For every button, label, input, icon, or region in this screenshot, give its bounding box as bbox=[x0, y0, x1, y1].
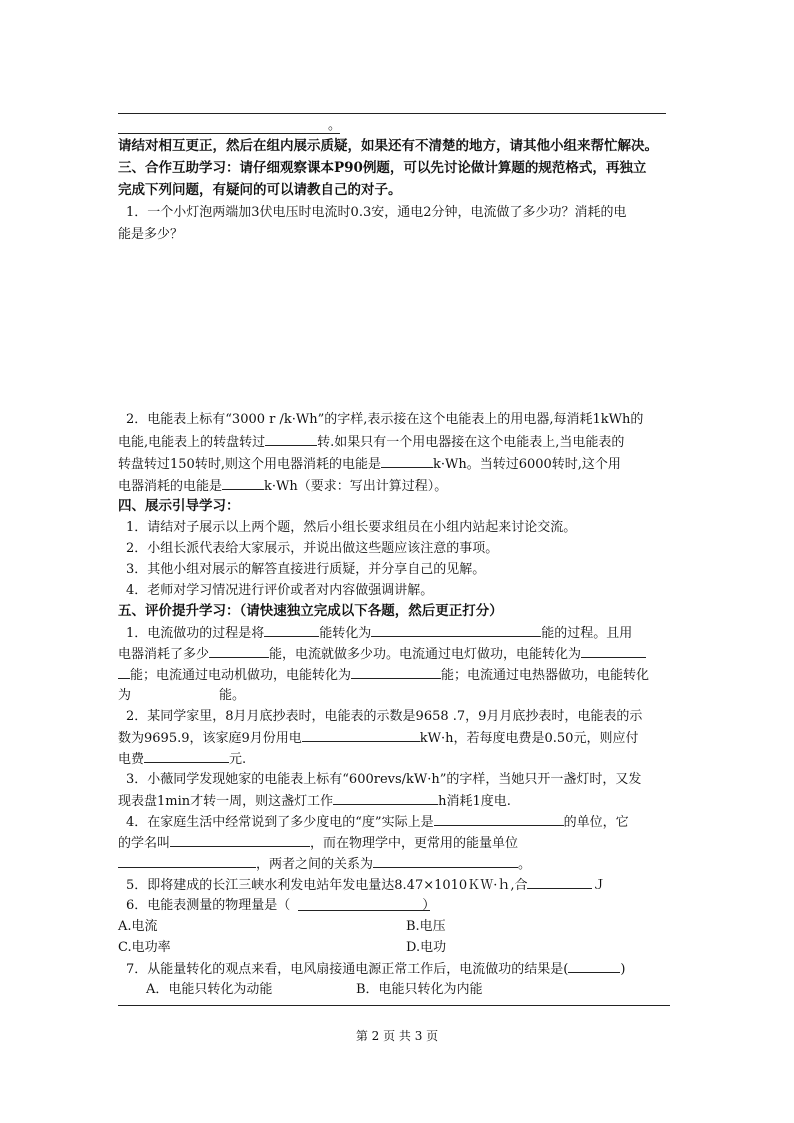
option-d: D.电功 bbox=[406, 940, 447, 955]
s5-question-4-line-2: 的学名叫 ，而在物理学中，更常用的能量单位 bbox=[118, 833, 518, 854]
section-3-heading-cont: 完成下列问题，有疑问的可以请教自己的对子。 bbox=[118, 182, 402, 198]
s5-question-1-line-3: 能；电流通过电动机做功，电能转化为 能；电流通过电热器做功，电能转化 bbox=[118, 665, 649, 686]
s5-question-4-line-3: ，两者之间的关系为 。 bbox=[118, 854, 531, 875]
section-4-item-3: 3．其他小组对展示的解答直接进行质疑，并分享自己的见解。 bbox=[126, 562, 486, 577]
s5-question-1-line-1: 1．电流做功的过程是将 能转化为 能的过程。且用 bbox=[126, 623, 632, 644]
section-4-item-1: 1．请结对子展示以上两个题，然后小组长要求组员在小组内站起来讨论交流。 bbox=[126, 520, 577, 535]
section-4-item-4: 4．老师对学习情况进行评价或者对内容做强调讲解。 bbox=[126, 583, 434, 598]
question-2-line-4: 电器消耗的电能是 k·Wh（要求：写出计算过程）。 bbox=[118, 476, 447, 497]
question-2-line-2: 电能,电能表上的转盘转过 转.如果只有一个用电器接在这个电能表上,当电能表的 bbox=[118, 432, 624, 453]
question-1-line-2: 能是多少？ bbox=[118, 227, 184, 242]
second-answer-line bbox=[118, 133, 340, 134]
footer-rule bbox=[118, 1005, 670, 1006]
s5-question-6-underline bbox=[298, 910, 430, 911]
answer-line-end: 。 bbox=[328, 118, 342, 133]
q7-option-a: A．电能只转化为动能 bbox=[146, 982, 273, 997]
question-2-line-3: 转盘转过150转时,则这个用电器消耗的电能是 k·Wh。当转过6000转时,这个用 bbox=[118, 454, 621, 475]
section-5-heading: 五、评价提升学习：（请快速独立完成以下各题，然后更正打分） bbox=[118, 603, 503, 619]
question-1-line-1: 1．一个小灯泡两端加3伏电压时电流时0.3安，通电2分钟，电流做了多少功？消耗的电 bbox=[126, 205, 627, 220]
question-2-line-1: 2．电能表上标有“3000 r /k·Wh”的字样,表示接在这个电能表上的用电器,每消耗1kWh的 bbox=[126, 412, 644, 427]
s5-question-1-line-2: 电器消耗了多少 能，电流就做多少功。电流通过电灯做功，电能转化为 bbox=[118, 644, 646, 665]
section-4-heading: 四、展示引导学习： bbox=[118, 498, 240, 514]
s5-question-6: 6．电能表测量的物理量是（ ） bbox=[126, 898, 436, 913]
option-b: B.电压 bbox=[406, 919, 446, 934]
s5-question-5: 5．即将建成的长江三峡水利发电站年发电量达8.47×1010ＫＷ·ｈ,合 Ｊ bbox=[126, 875, 605, 896]
instruction-line-1: 请结对相互更正，然后在组内展示质疑，如果还有不清楚的地方，请其他小组来帮忙解决。 bbox=[118, 138, 658, 154]
page-number: 第 2 页 共 3 页 bbox=[355, 1029, 439, 1043]
s5-question-2-line-1: 2．某同学家里，8月月底抄表时，电能表的示数是9658 .7，9月月底抄表时，电能表的示 bbox=[126, 709, 643, 724]
option-a: A.电流 bbox=[118, 919, 158, 934]
s5-question-2-line-3: 电费 元. bbox=[118, 749, 246, 770]
section-4-item-2: 2．小组长派代表给大家展示，并说出做这些题应该注意的事项。 bbox=[126, 541, 499, 556]
s5-question-7: 7．从能量转化的观点来看，电风扇接通电源正常工作后，电流做功的结果是( ) bbox=[126, 959, 625, 980]
s5-question-3-line-1: 3．小薇同学发现她家的电能表上标有“600revs/kW·h”的字样，当她只开一盏灯时，又发 bbox=[126, 772, 642, 787]
top-answer-line bbox=[118, 113, 666, 114]
s5-question-3-line-2: 现表盘1min才转一周，则这盏灯工作 h消耗1度电. bbox=[118, 791, 511, 812]
s5-question-2-line-2: 数为9695.9，该家庭9月份用电 kW·h，若每度电费是0.50元，则应付 bbox=[118, 728, 638, 749]
s5-question-1-line-4: 为 能。 bbox=[118, 688, 246, 703]
q7-option-b: B．电能只转化为内能 bbox=[356, 982, 483, 997]
section-3-heading: 三、合作互助学习：请仔细观察课本P90例题，可以先讨论做计算题的规范格式，再独立 bbox=[118, 160, 647, 176]
s5-question-4-line-1: 4．在家庭生活中经常说到了多少度电的“度”实际上是 的单位，它 bbox=[126, 812, 629, 833]
option-c: C.电功率 bbox=[118, 940, 171, 955]
